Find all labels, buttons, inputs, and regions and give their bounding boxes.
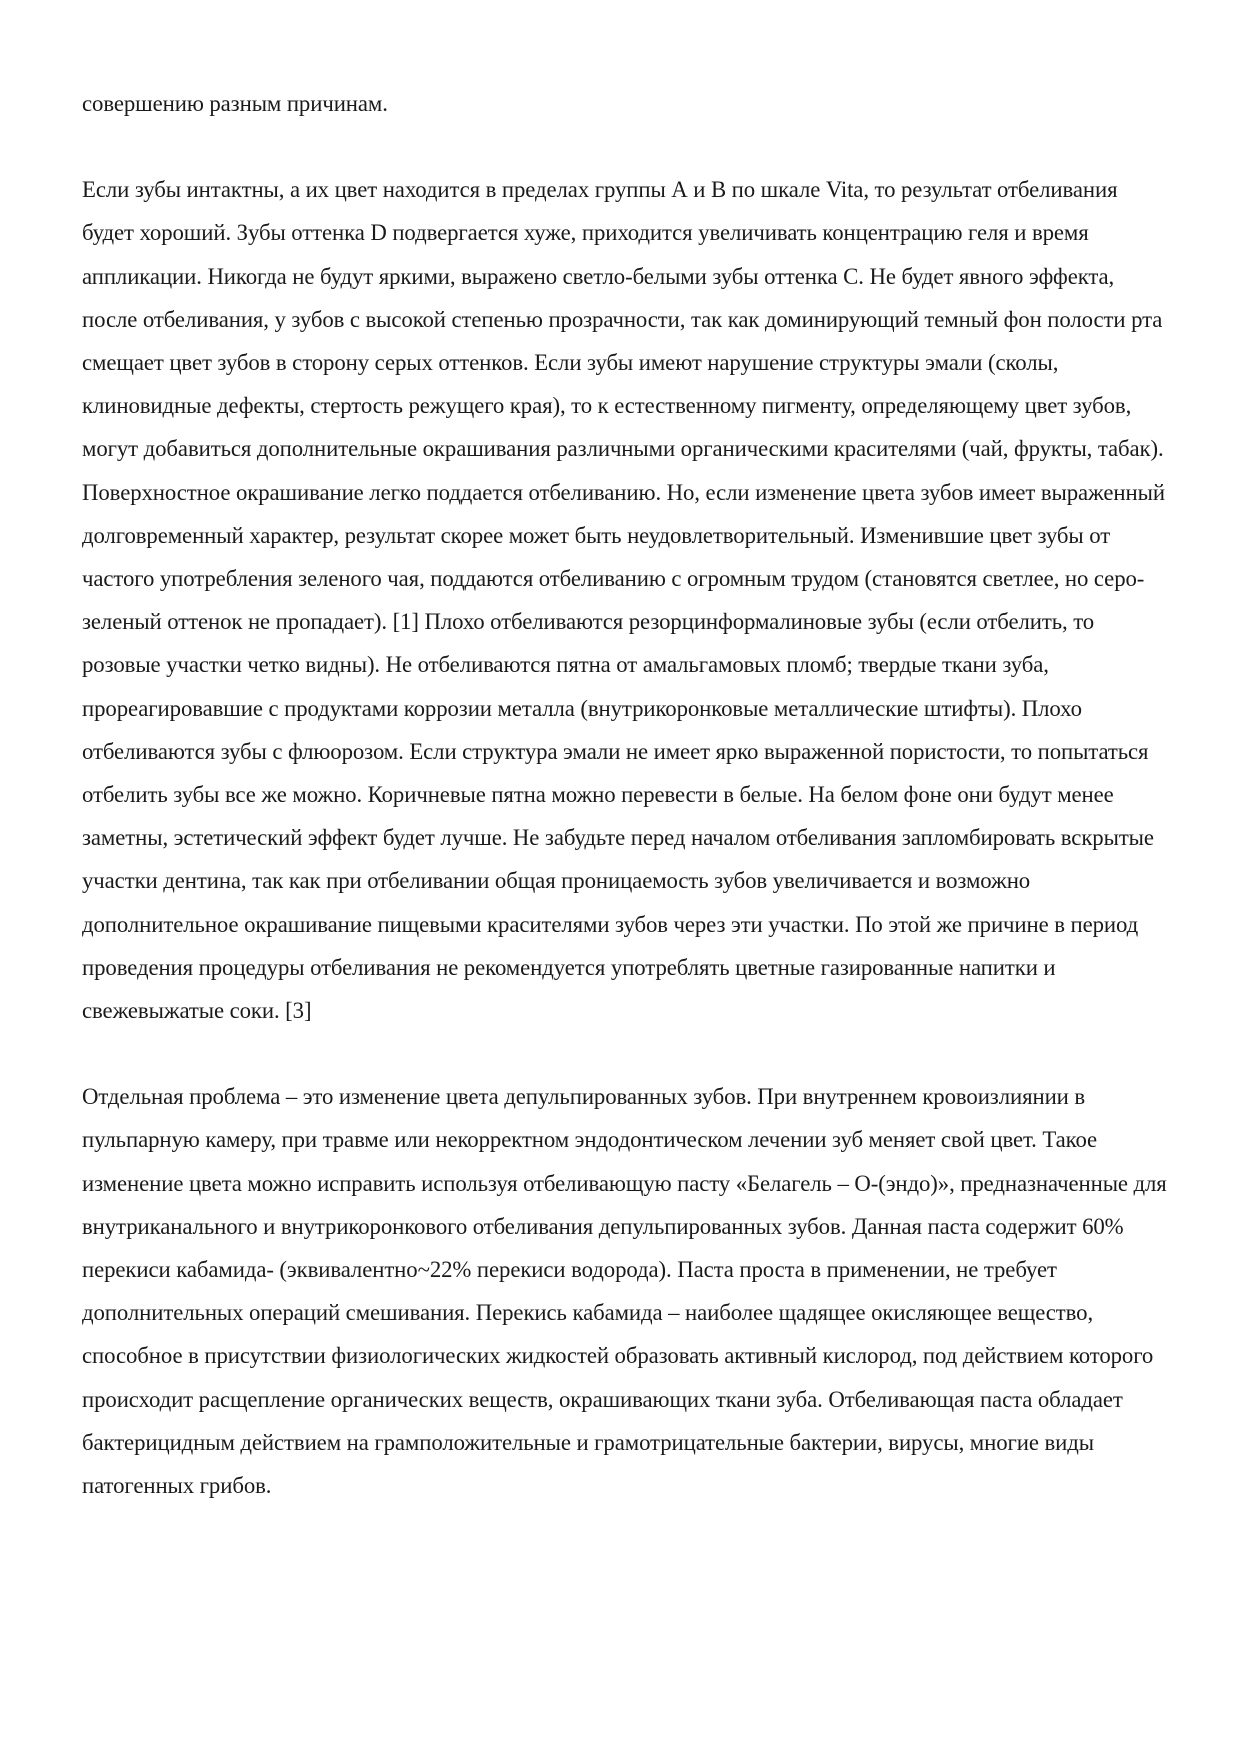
paragraph-whitening-results: Если зубы интактны, а их цвет находится в пределах группы А и В по шкале Vita, то результат отбеливания будет хороший. Зубы оттенка D подвергается хуже, приходится увеличивать концентрацию геля и время аппликации. Никогда не будут яркими, выражено светло-белыми зубы оттенка С. Не будет явного эффекта, после отбеливания, у зубов с высокой степенью прозрачности, так как доминирующий темный фон полости рта смещает цвет зубов в сторону серых оттенков. Если зубы имеют нарушение структуры эмали (сколы, клиновидные дефекты, стертость режущего края), то к естественному пигменту, определяющему цвет зубов, могут добавиться дополнительные окрашивания различными органическими красителями (чай, фрукты, табак). Поверхностное окрашивание легко поддается отбеливанию. Но, если изменение цвета зубов имеет выраженный долговременный характер, результат скорее может быть неудовлетворительный. Изменившие цвет зубы от частого употребления зеленого чая, поддаются отбеливанию с огромным трудом (становятся светлее, но серо-зеленый оттенок не пропадает). [1] Плохо отбеливаются резорцинформалиновые зубы (если отбелить, то розовые участки четко видны). Не отбеливаются пятна от амальгамовых пломб; твердые ткани зуба, прореагировавшие с продуктами коррозии металла (внутрикоронковые металлические штифты). Плохо отбеливаются зубы с флюорозом. Если структура эмали не имеет ярко выраженной пористости, то попытаться отбелить зубы все же можно. Коричневые пятна можно перевести в белые. На белом фоне они будут менее заметны, эстетический эффект будет лучше. Не забудьте перед началом отбеливания запломбировать вскрытые участки дентина, так как при отбеливании общая проницаемость зубов увеличивается и возможно дополнительное окрашивание пищевыми красителями зубов через эти участки. По этой же причине в период проведения процедуры отбеливания не рекомендуется употреблять цветные газированные напитки и свежевыжатые соки. [3]: [82, 177, 1165, 1024]
paragraph-depulped-teeth: Отдельная проблема – это изменение цвета депульпированных зубов. При внутреннем кровоизлиянии в пульпарную камеру, при травме или некорректном эндодонтическом лечении зуб меняет свой цвет. Такое изменение цвета можно исправить используя отбеливающую пасту «Белагель – О-(эндо)», предназначенные для внутриканального и внутрикоронкового отбеливания депульпированных зубов. Данная паста содержит 60% перекиси кабамида- (эквивалентно~22% перекиси водорода). Паста проста в применении, не требует дополнительных операций смешивания. Перекись кабамида – наиболее щадящее окисляющее вещество, способное в присутствии физиологических жидкостей образовать активный кислород, под действием которого происходит расщепление органических веществ, окрашивающих ткани зуба. Отбеливающая паста обладает бактерицидным действием на грамположительные и грамотрицательные бактерии, вирусы, многие виды патогенных грибов.: [82, 1084, 1167, 1499]
paragraph-gap: [82, 1032, 1172, 1075]
document-page: [82, 82, 1172, 1507]
paragraph-gap: [82, 125, 1172, 168]
paragraph-continuation: совершению разным причинам.: [82, 91, 388, 116]
